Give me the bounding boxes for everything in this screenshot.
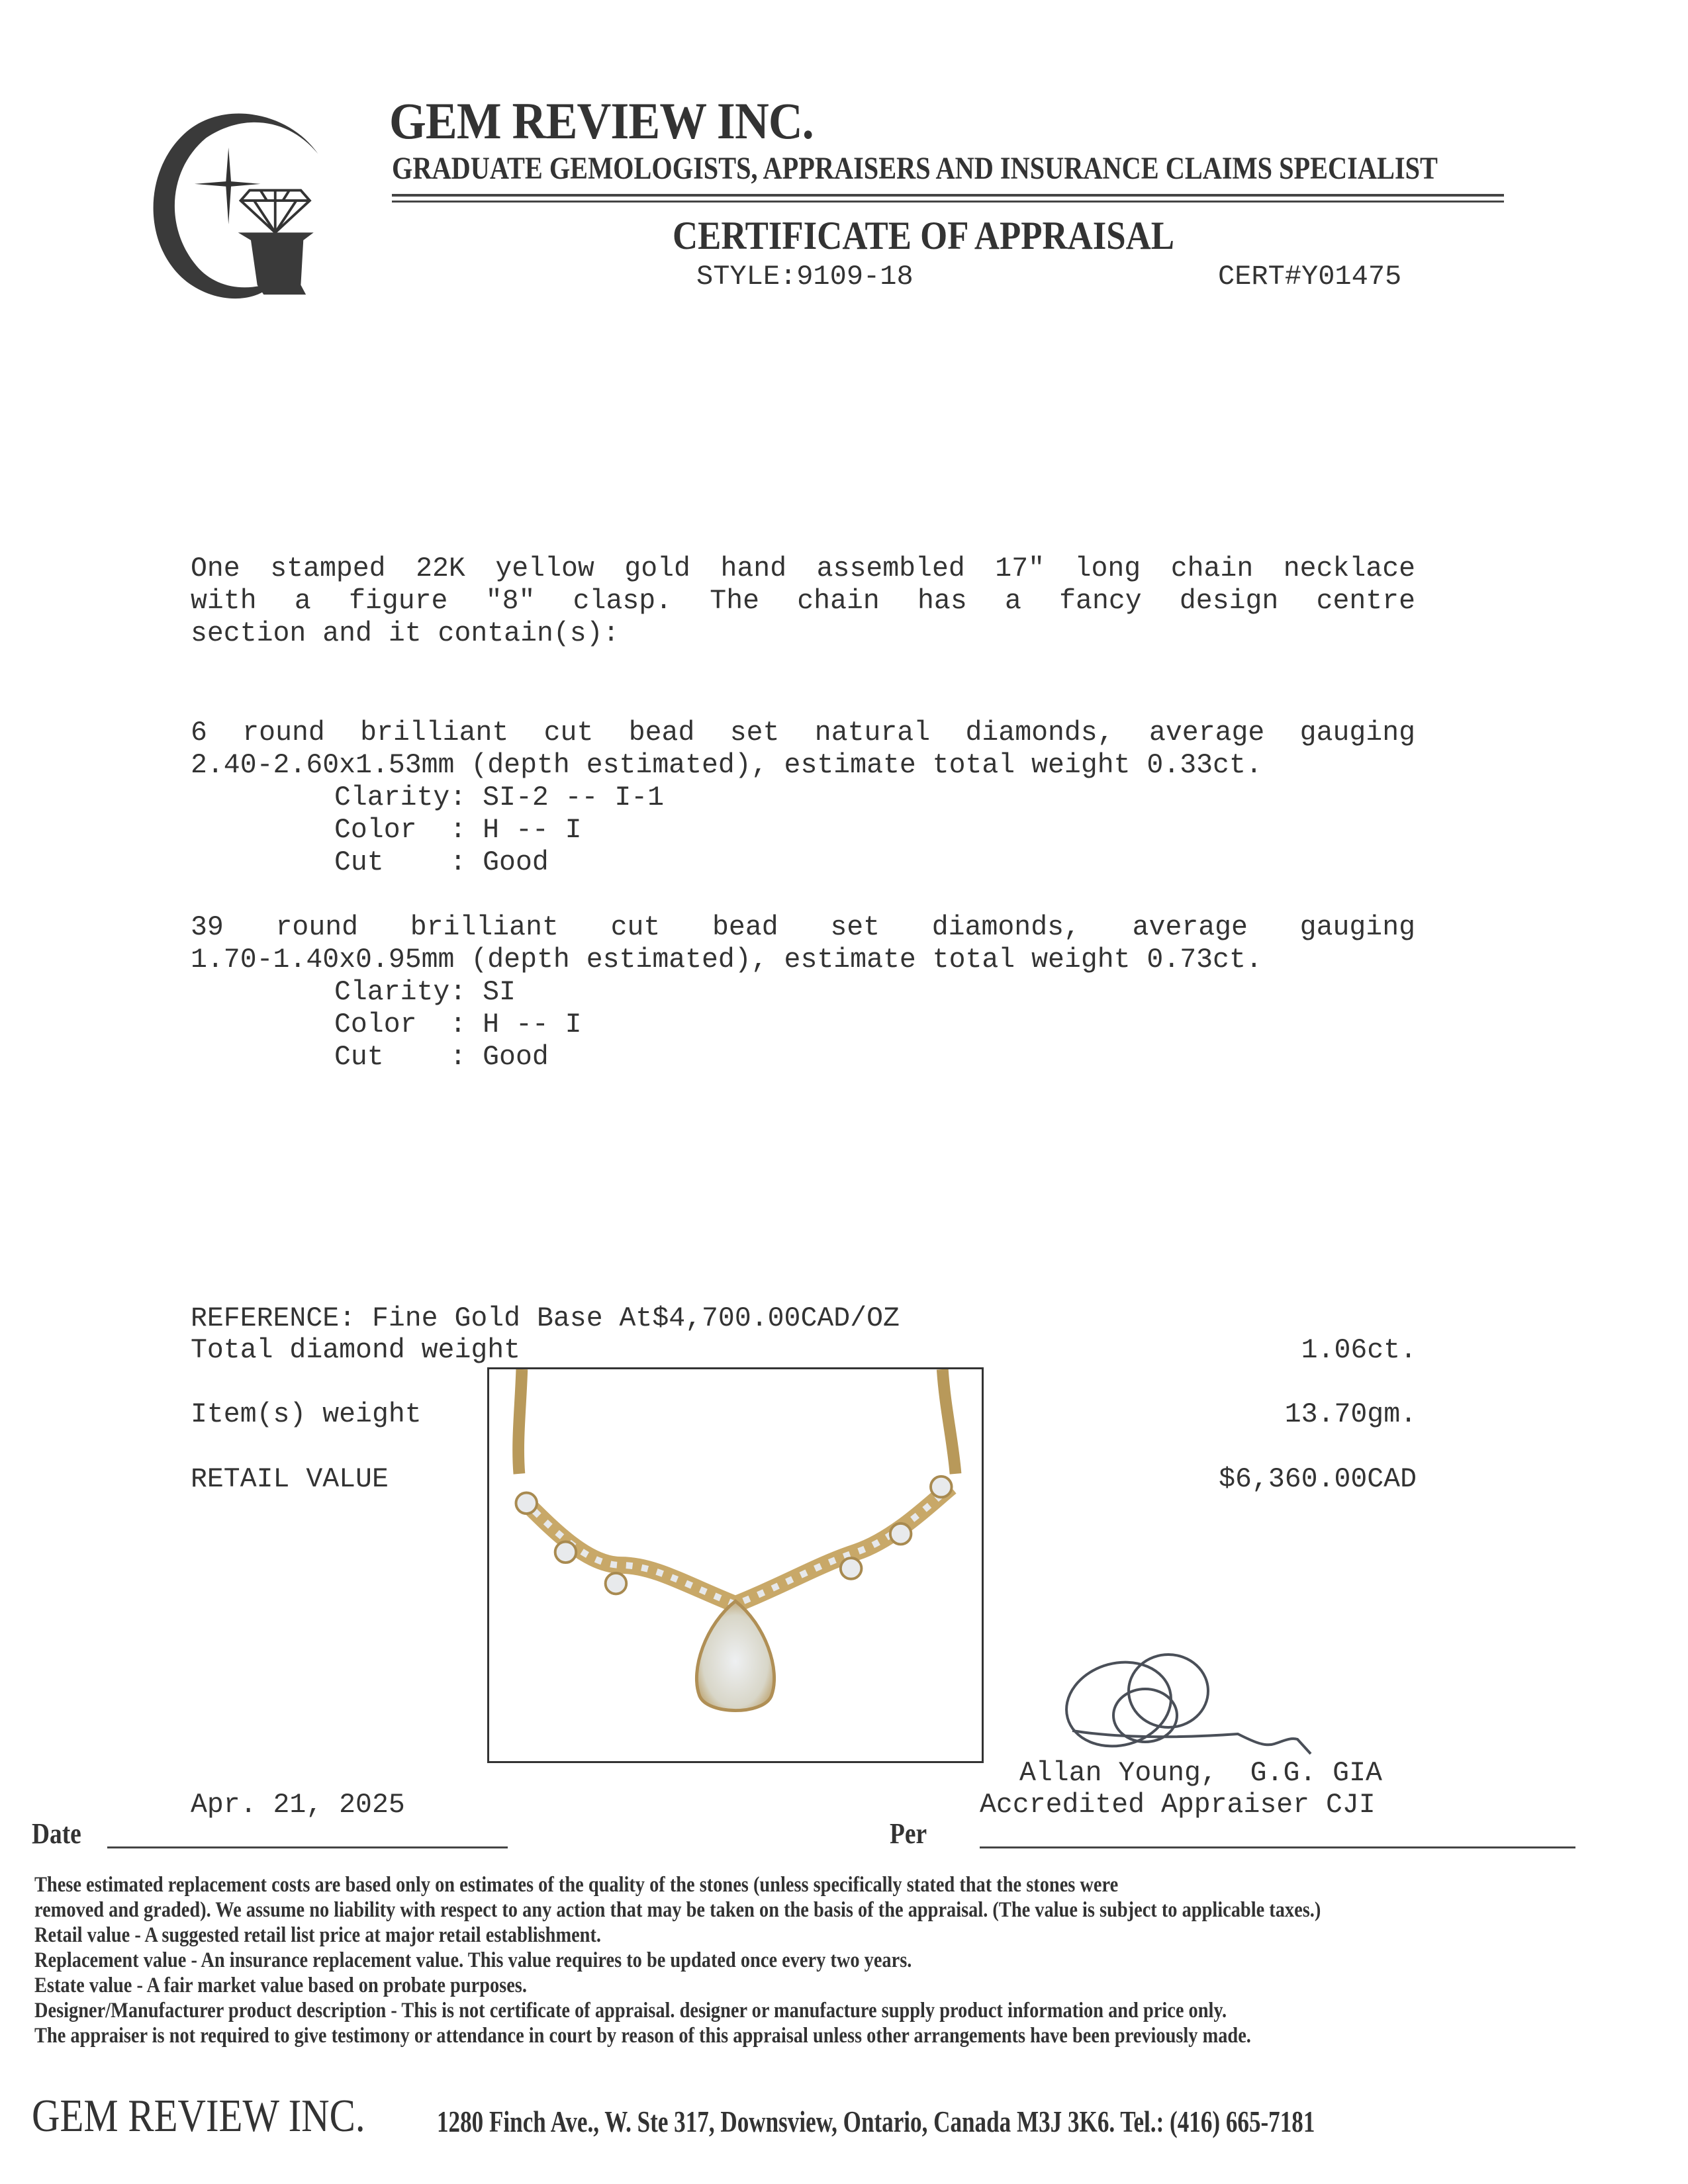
necklace-pendant [696,1601,774,1710]
necklace-centre-section [523,1487,951,1605]
necklace-stone [841,1558,862,1579]
necklace-photo-image [489,1369,982,1761]
sparkle-icon [195,148,261,224]
per-label: Per [890,1817,927,1850]
document-title: CERTIFICATE OF APPRAISAL [673,214,1174,257]
diamond-icon [241,191,310,233]
retail-value-label: RETAIL VALUE [191,1464,389,1495]
disclaimer-line-1: These estimated replacement costs are based only on estimates of the quality of the stones (unless specifically stated that the stones were [34,1873,1119,1897]
total-diamond-weight-label: Total diamond weight [191,1335,521,1366]
header-rule-top [392,194,1504,197]
diamond-group-1-clarity: Clarity: SI-2 -- I-1 [334,782,665,813]
description-line-1: One stamped 22K yellow gold hand assembled 17" long chain necklace [191,553,1415,584]
style-number: STYLE:9109-18 [696,261,914,293]
total-diamond-weight-value: 1.06ct. [1301,1335,1417,1366]
footer-address: 1280 Finch Ave., W. Ste 317, Downsview, Ontario, Canada M3J 3K6. Tel.: (416) 665-7181 [437,2105,1315,2138]
description-line-2: with a figure "8" clasp. The chain has a fancy design centre [191,586,1415,617]
item-weight-value: 13.70gm. [1284,1399,1417,1430]
diamond-group-2-color: Color : H -- I [334,1009,582,1040]
necklace-stone [890,1524,912,1545]
diamond-group-2-line-1: 39 round brilliant cut bead set diamonds, average gauging [191,912,1415,943]
appraiser-signature [1046,1641,1390,1767]
necklace-stone [606,1573,627,1594]
certificate-number: CERT#Y01475 [1218,261,1402,293]
company-name: GEM REVIEW INC. [389,92,814,150]
item-photo [487,1367,984,1763]
necklace-chain-left [518,1369,522,1474]
disclaimer-estate-value: Estate value - A fair market value based on probate purposes. [34,1974,527,1997]
necklace-chain-right [943,1369,956,1474]
per-signature-line [980,1846,1575,1848]
description-line-3: section and it contain(s): [191,618,620,649]
diamond-group-1-color: Color : H -- I [334,815,582,846]
diamond-group-1-cut: Cut : Good [334,847,549,878]
item-weight-label: Item(s) weight [191,1399,422,1430]
footer-company-name: GEM REVIEW INC. [32,2091,365,2142]
necklace-stone [516,1492,537,1514]
header-rule-bottom [392,201,1504,203]
company-tagline: GRADUATE GEMOLOGISTS, APPRAISERS AND INSURANCE CLAIMS SPECIALIST [392,151,1438,186]
diamond-group-2-cut: Cut : Good [334,1042,549,1073]
date-signature-line [107,1846,508,1848]
disclaimer-testimony: The appraiser is not required to give testimony or attendance in court by reason of this appraisal unless other arrangements have been previously made. [34,2024,1251,2048]
appraiser-name: Allan Young, G.G. GIA [1019,1758,1382,1789]
diamond-group-1-line-1: 6 round brilliant cut bead set natural diamonds, average gauging [191,717,1415,749]
logo-pedestal [238,232,314,295]
disclaimer-replacement-value: Replacement value - An insurance replacement value. This value requires to be updated once every two years. [34,1948,912,1972]
diamond-group-2-clarity: Clarity: SI [334,977,516,1008]
appraisal-date: Apr. 21, 2025 [191,1790,405,1821]
disclaimer-retail-value: Retail value - A suggested retail list price at major retail establishment. [34,1923,602,1947]
date-label: Date [32,1817,81,1850]
necklace-stone [931,1477,952,1498]
necklace-stone [555,1541,577,1563]
diamond-group-1-line-2: 2.40-2.60x1.53mm (depth estimated), estimate total weight 0.33ct. [191,750,1262,781]
disclaimer-designer: Designer/Manufacturer product description - This is not certificate of appraisal. designer or manufacture supply product information and price only. [34,1999,1227,2023]
appraiser-title: Accredited Appraiser CJI [980,1790,1376,1821]
disclaimer-line-2: removed and graded). We assume no liability with respect to any action that may be taken on the basis of the appraisal. (The value is subject to applicable taxes.) [34,1898,1321,1922]
gold-reference: REFERENCE: Fine Gold Base At$4,700.00CAD/OZ [191,1303,900,1334]
diamond-group-2-line-2: 1.70-1.40x0.95mm (depth estimated), estimate total weight 0.73ct. [191,944,1262,976]
retail-value-amount: $6,360.00CAD [1219,1464,1417,1495]
company-logo-icon [136,99,328,304]
